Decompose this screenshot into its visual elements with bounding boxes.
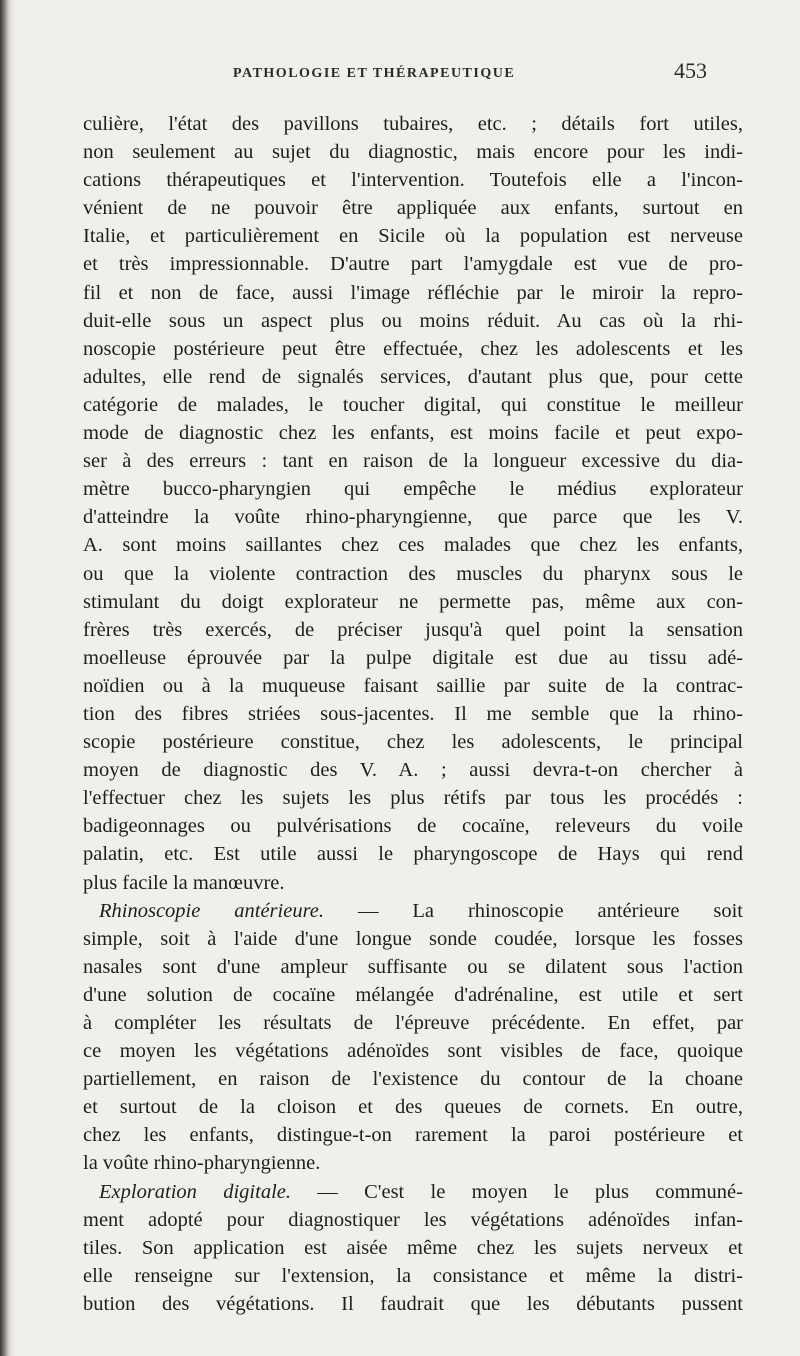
text-line: et surtout de la cloison et des queues de cornets. En outre, [83, 1096, 743, 1119]
text-line: elle renseigne sur l'extension, la consistance et même la distri- [83, 1264, 743, 1287]
text-line: A. sont moins saillantes chez ces malades que chez les enfants, [83, 534, 743, 557]
text-line: partiellement, en raison de l'existence du contour de la choane [83, 1068, 743, 1091]
section-anterior-first-line [83, 897, 743, 925]
section-digital-first-line [83, 1178, 743, 1206]
running-head [0, 58, 800, 90]
text-line: ment adopté pour diagnostiquer les végétations adénoïdes infan- [83, 1208, 743, 1231]
text-line: moelleuse éprouvée par la pulpe digitale est due au tissu adé- [83, 646, 743, 669]
text-line: tiles. Son application est aisée même chez les sujets nerveux et [83, 1236, 743, 1259]
text-line: fil et non de face, aussi l'image réfléchie par le miroir la repro- [83, 281, 743, 304]
text-line: chez les enfants, distingue-t-on rarement la paroi postérieure et [83, 1124, 743, 1147]
text-line: bution des végétations. Il faudrait que les débutants pussent [83, 1292, 743, 1315]
text-line: culière, l'état des pavillons tubaires, etc. ; détails fort utiles, [83, 113, 743, 135]
page-number: 453 [674, 58, 707, 83]
text-line: tion des fibres striées sous-jacentes. Il me semble que la rhino- [83, 702, 743, 725]
text-line: ou que la violente contraction des muscles du pharynx sous le [83, 562, 743, 585]
section-heading-rhinoscopie-anterieure: Rhinoscopie antérieure. [99, 899, 325, 922]
text-line: palatin, etc. Est utile aussi le pharyngoscope de Hays qui rend [83, 843, 743, 866]
text-line: frères très exercés, de préciser jusqu'à quel point la sensation [83, 618, 743, 641]
section-heading-exploration-digitale: Exploration digitale. [99, 1180, 291, 1203]
text-line: vénient de ne pouvoir être appliquée aux enfants, surtout en [83, 197, 743, 220]
text-line: et très impressionnable. D'autre part l'amygdale est vue de pro- [83, 253, 743, 276]
text-line: mètre bucco-pharyngien qui empêche le médius explorateur [83, 478, 743, 501]
text-line: badigeonnages ou pulvérisations de cocaïne, releveurs du voile [83, 815, 743, 838]
text-line: simple, soit à l'aide d'une longue sonde coudée, lorsque les fosses [83, 927, 743, 950]
text-line: mode de diagnostic chez les enfants, est moins facile et peut expo- [83, 422, 743, 445]
text-fragment: La rhinoscopie antérieure soit [412, 899, 743, 922]
text-fragment: C'est le moyen le plus communé- [364, 1180, 743, 1203]
text-line: d'atteindre la voûte rhino-pharyngienne, que parce que les V. [83, 506, 743, 529]
text-line: l'effectuer chez les sujets les plus rétifs par tous les procédés : [83, 787, 743, 810]
text-line: catégorie de malades, le toucher digital, qui constitue le meilleur [83, 393, 743, 416]
text-line: duit-elle sous un aspect plus ou moins réduit. Au cas où la rhi- [83, 309, 743, 332]
body-text [83, 110, 743, 1318]
text-line: ce moyen les végétations adénoïdes sont visibles de face, quoique [83, 1040, 743, 1063]
text-line: nasales sont d'une ampleur suffisante ou se dilatent sous l'action [83, 955, 743, 978]
heading-dash: — [324, 899, 413, 922]
text-line: Italie, et particulièrement en Sicile où la population est nerveuse [83, 225, 743, 248]
text-line: moyen de diagnostic des V. A. ; aussi devra-t-on chercher à [83, 759, 743, 782]
running-title: PATHOLOGIE ET THÉRAPEUTIQUE [233, 66, 516, 81]
text-line: stimulant du doigt explorateur ne permette pas, même aux con- [83, 590, 743, 613]
text-line: adultes, elle rend de signalés services, d'autant plus que, pour cette [83, 365, 743, 388]
text-line: ser à des erreurs : tant en raison de la longueur excessive du dia- [83, 450, 743, 473]
text-line: d'une solution de cocaïne mélangée d'adrénaline, est utile et sert [83, 983, 743, 1006]
text-line: la voûte rhino-pharyngienne. [83, 1152, 321, 1175]
text-line: noscopie postérieure peut être effectuée, chez les adolescents et les [83, 337, 743, 360]
text-line: cations thérapeutiques et l'intervention. Toutefois elle a l'incon- [83, 169, 743, 192]
text-line: plus facile la manœuvre. [83, 871, 285, 894]
text-line: noïdien ou à la muqueuse faisant saillie par suite de la contrac- [83, 674, 743, 697]
text-line: scopie postérieure constitue, chez les adolescents, le principal [83, 731, 743, 754]
text-line: à compléter les résultats de l'épreuve précédente. En effet, par [83, 1012, 743, 1034]
heading-dash: — [291, 1180, 365, 1203]
text-line: non seulement au sujet du diagnostic, mais encore pour les indi- [83, 141, 743, 164]
